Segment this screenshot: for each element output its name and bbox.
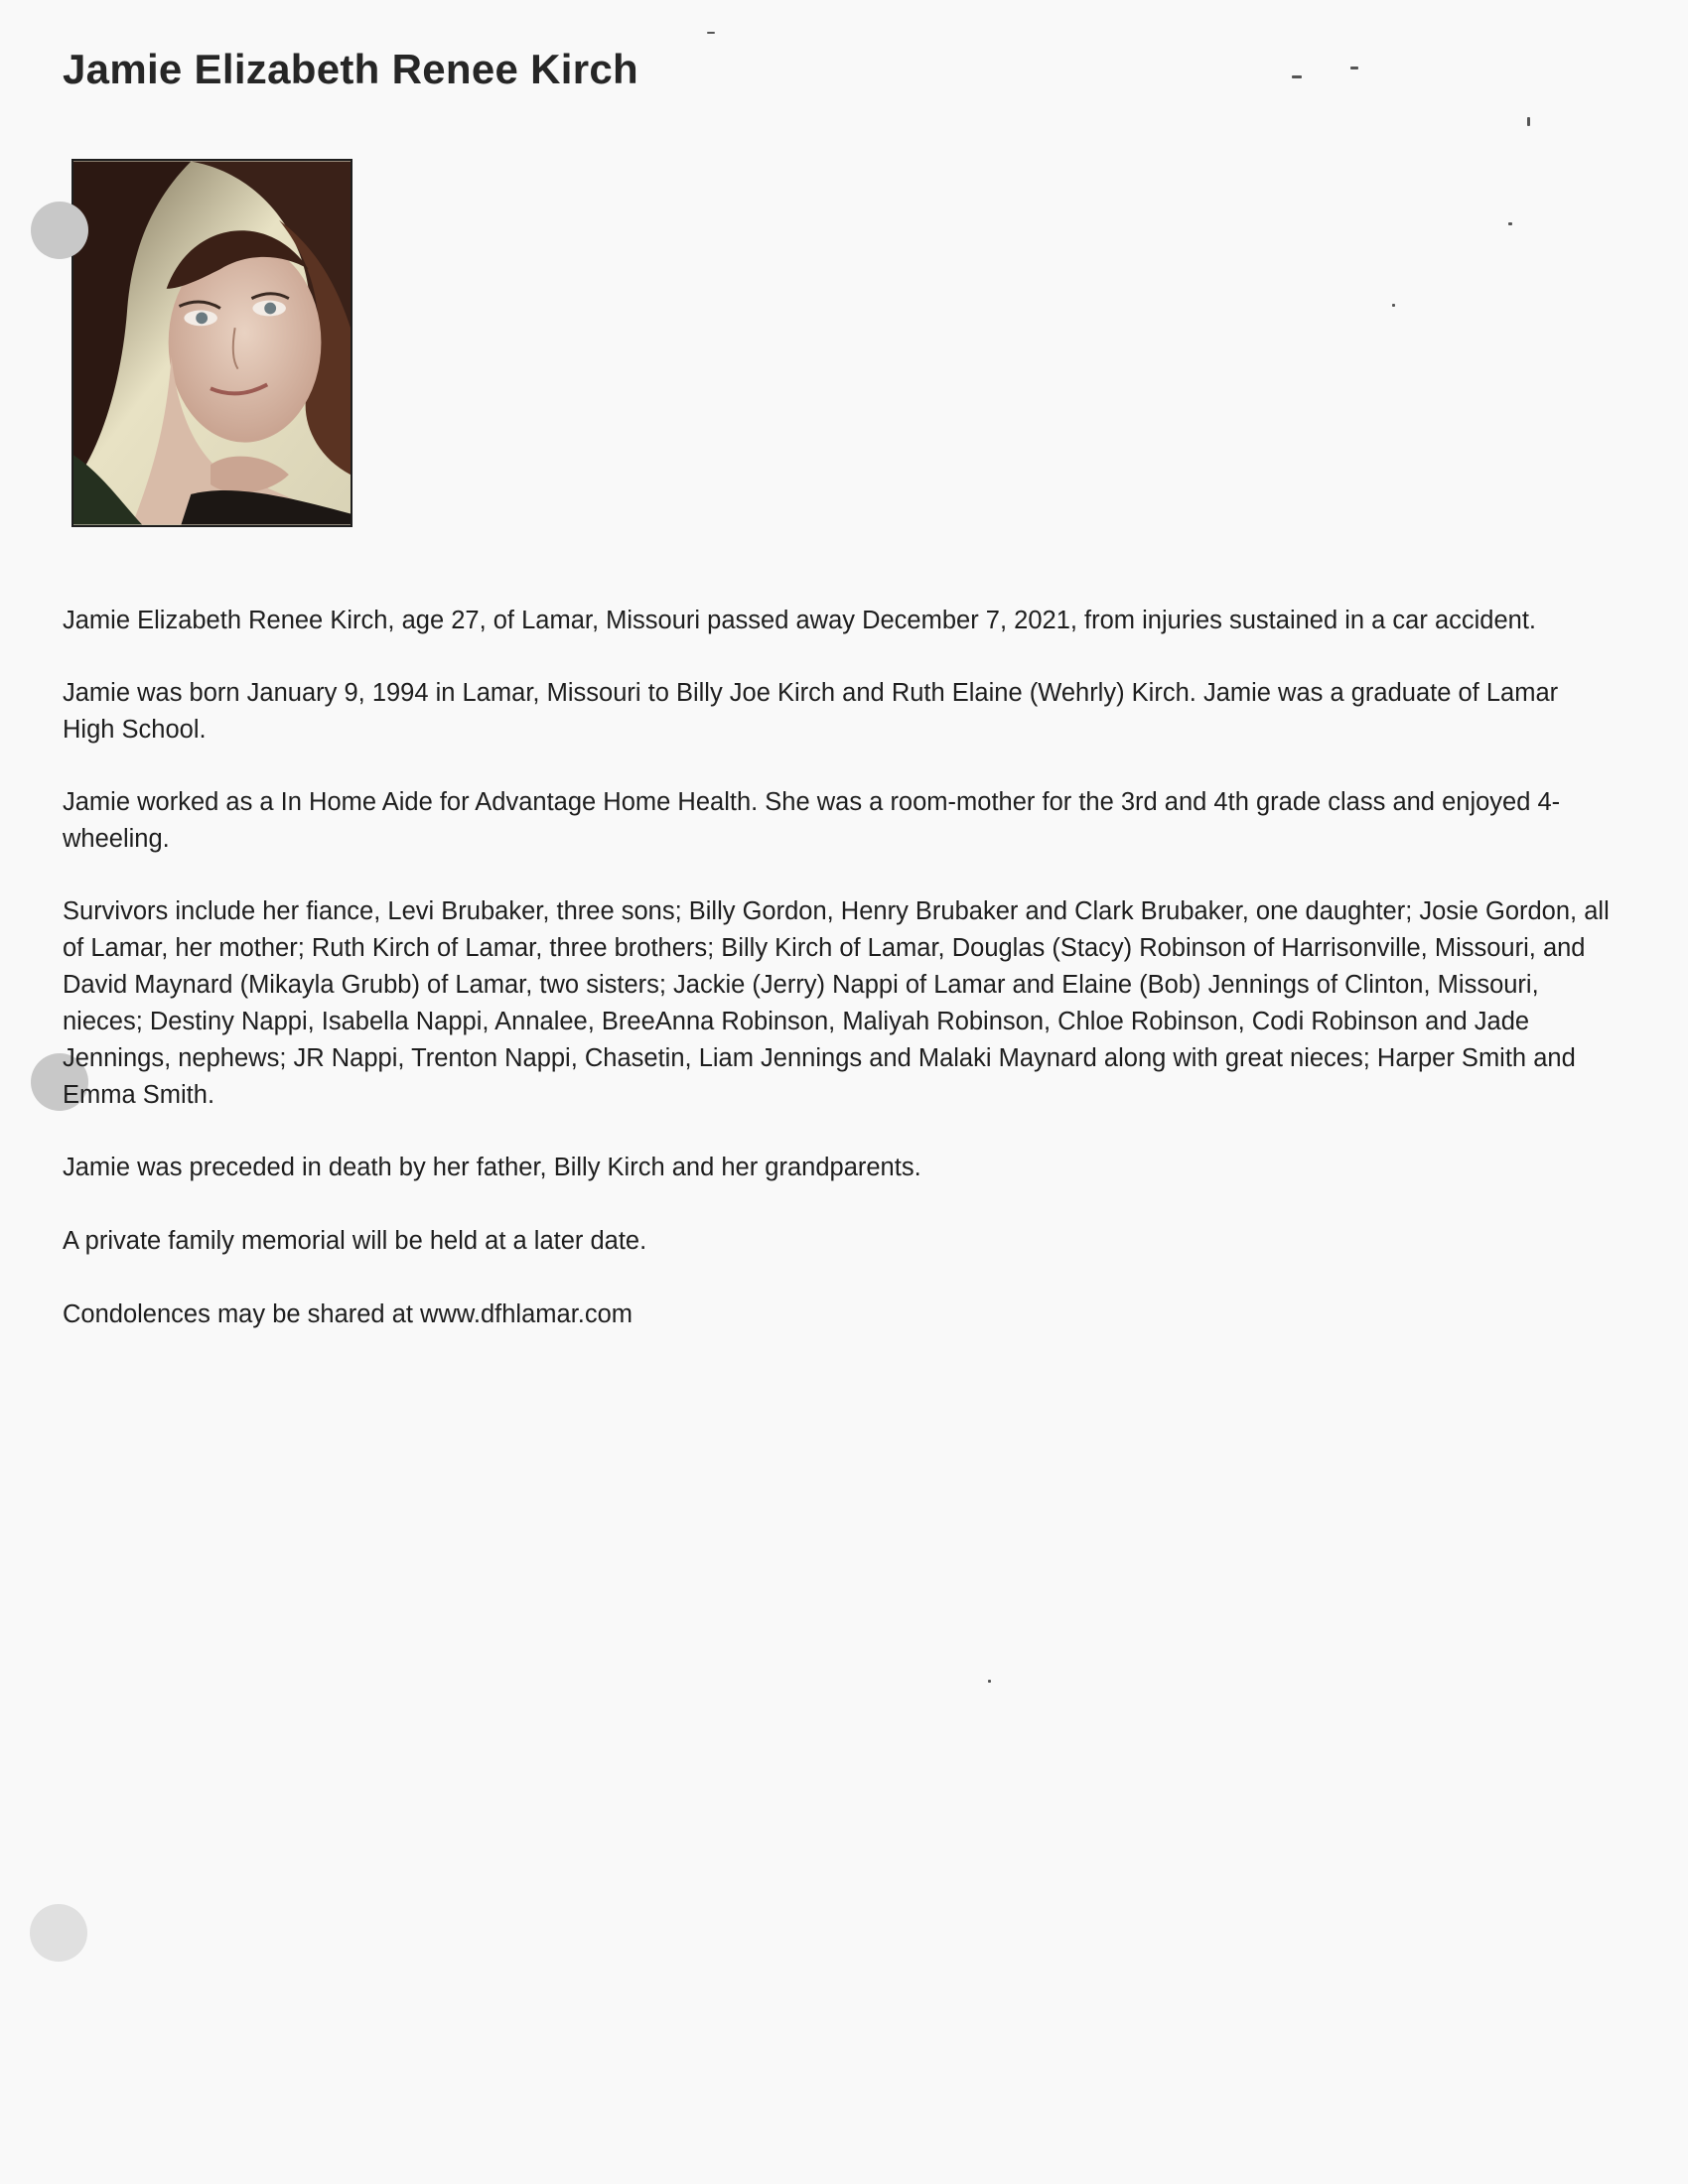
- obituary-paragraph: Jamie was preceded in death by her father, Billy Kirch and her grandparents.: [63, 1154, 921, 1181]
- scan-speck: [988, 1680, 991, 1683]
- scan-speck: [1350, 67, 1358, 69]
- scan-speck: [1292, 75, 1302, 78]
- obituary-paragraph: Jamie was born January 9, 1994 in Lamar, Missouri to Billy Joe Kirch and Ruth Elaine (Wehrly) Kirch. Jamie was a graduate of Lamar High School.: [63, 679, 1559, 744]
- punch-hole: [31, 202, 88, 259]
- portrait-photo-icon: [73, 161, 351, 525]
- obituary-paragraph: Jamie Elizabeth Renee Kirch, age 27, of Lamar, Missouri passed away December 7, 2021, from injuries sustained in a car accident.: [63, 607, 1537, 634]
- obituary-paragraph: Jamie worked as a In Home Aide for Advantage Home Health. She was a room-mother for the 3rd and 4th grade class and enjoyed 4-wheeling.: [63, 788, 1561, 853]
- obituary-paragraph: Survivors include her fiance, Levi Brubaker, three sons; Billy Gordon, Henry Brubaker and Clark Brubaker, one daughter; Josie Gordon, all of Lamar, her mother; Ruth Kirch of Lamar, three brothers; Billy Kirch of Lamar, Douglas (Stacy) Robinson of Harrisonville, Missouri, and David Maynard (Mikayla Grubb) of Lamar, two sisters; Jackie (Jerry) Nappi of Lamar and Elaine (Bob) Jennings of Clinton, Missouri, nieces; Destiny Nappi, Isabella Nappi, Annalee, BreeAnna Robinson, Maliyah Robinson, Chloe Robinson, Codi Robinson and Jade Jennings, nephews; JR Nappi, Trenton Nappi, Chasetin, Liam Jennings and Malaki Maynard along with great nieces; Harper Smith and Emma Smith.: [63, 897, 1610, 1109]
- page-title: Jamie Elizabeth Renee Kirch: [63, 46, 638, 92]
- portrait-photo: [71, 159, 352, 527]
- scan-speck: [1527, 117, 1530, 126]
- scan-speck: [707, 32, 715, 34]
- obituary-text: [63, 603, 1612, 1370]
- obituary-paragraph: A private family memorial will be held at a later date.: [63, 1227, 647, 1255]
- scan-speck: [1392, 304, 1395, 307]
- punch-hole: [30, 1904, 87, 1962]
- obituary-paragraph: Condolences may be shared at www.dfhlamar.com: [63, 1300, 633, 1328]
- scan-speck: [1508, 222, 1512, 225]
